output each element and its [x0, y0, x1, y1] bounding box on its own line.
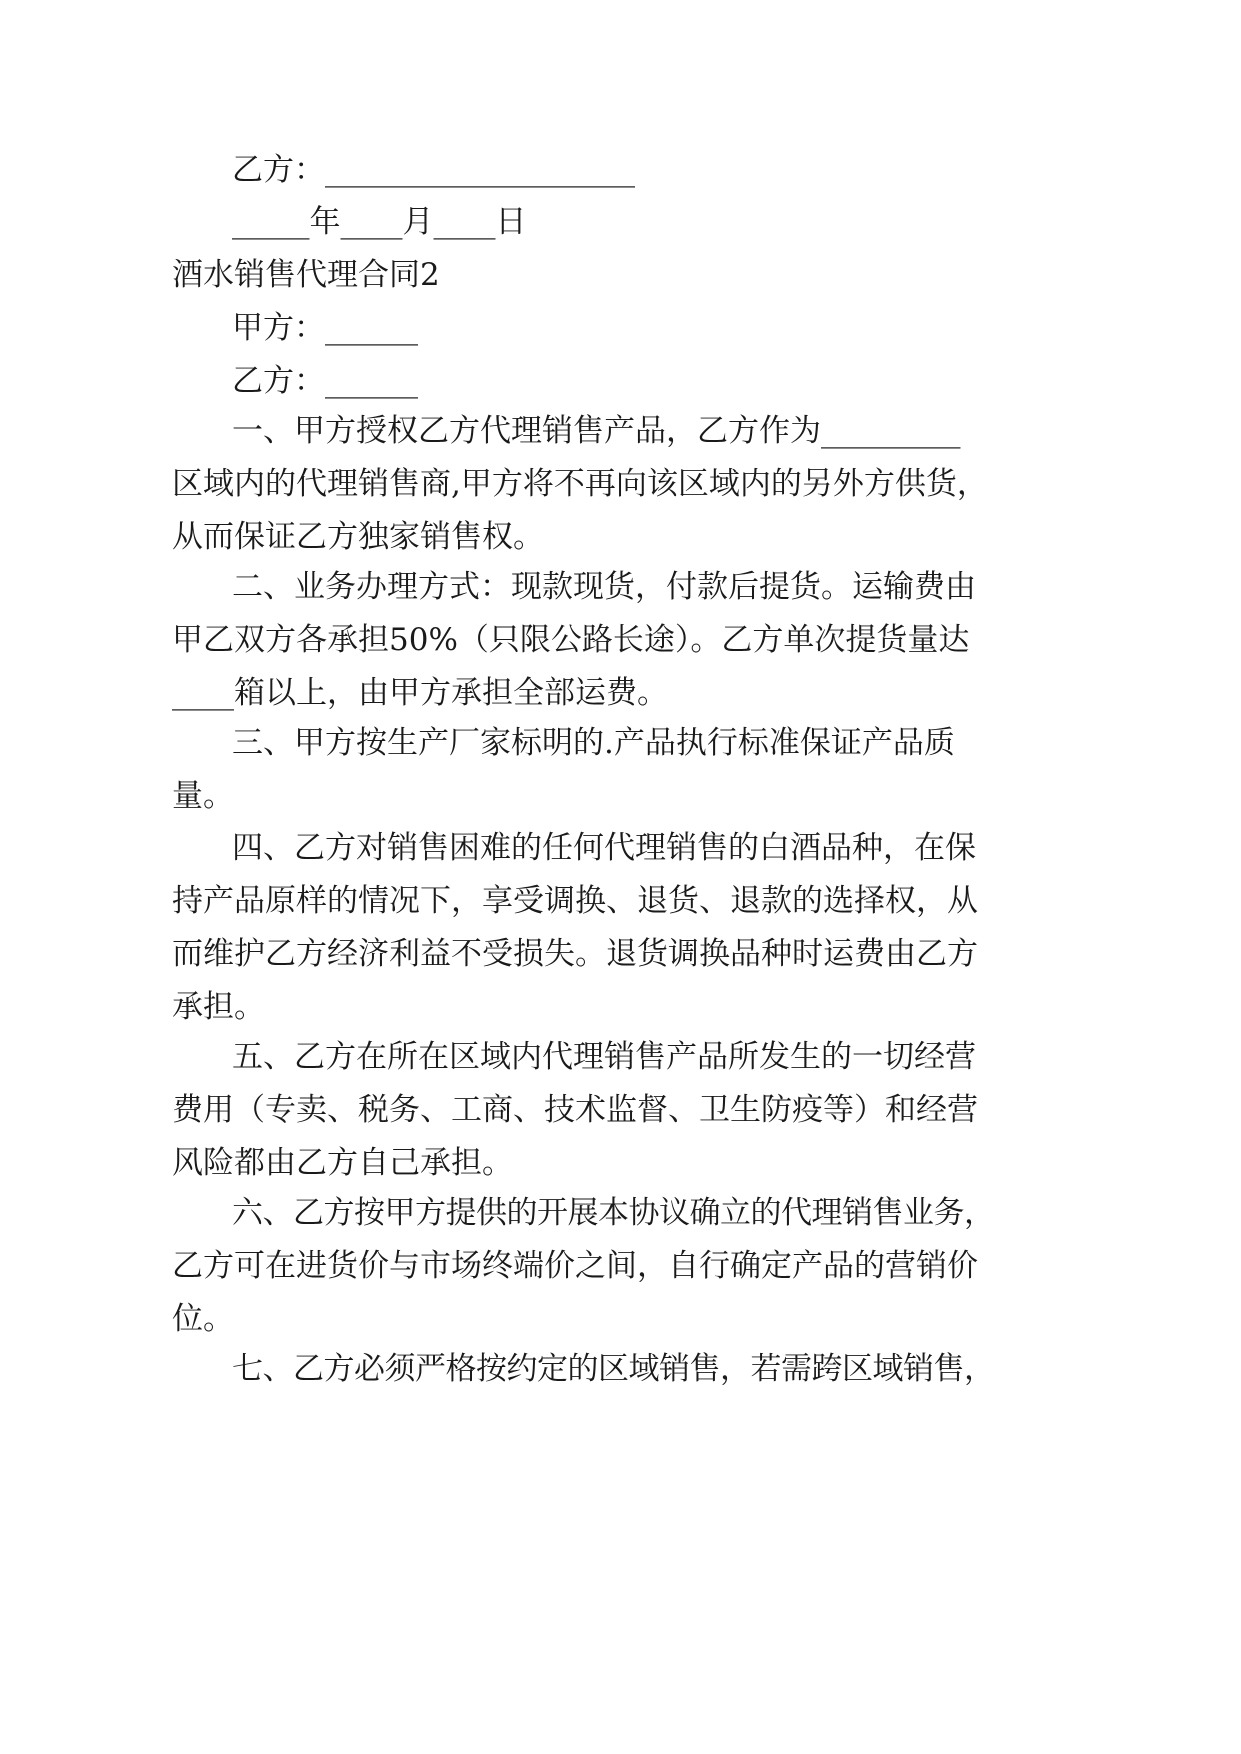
clause-4-line-1: 四、乙方对销售困难的任何代理销售的白酒品种，在保 [232, 830, 976, 866]
clause-5-line-2: 费用（专卖、税务、工商、技术监督、卫生防疫等）和经营 [172, 1092, 978, 1128]
party-b-signature-line: 乙方：____________________ [232, 152, 635, 188]
clause-4-line-4: 承担。 [172, 989, 265, 1025]
clause-5-line-3: 风险都由乙方自己承担。 [172, 1145, 513, 1181]
clause-4-line-3: 而维护乙方经济利益不受损失。退货调换品种时运费由乙方 [172, 936, 978, 972]
clause-1-line-2: 区域内的代理销售商,甲方将不再向该区域内的另外方供货， [172, 466, 988, 502]
clause-1-line-3: 从而保证乙方独家销售权。 [172, 519, 544, 555]
signature-date-line: _____年____月____日 [232, 204, 527, 240]
clause-2-line-1: 二、业务办理方式：现款现货，付款后提货。运输费由 [232, 569, 976, 605]
clause-6-line-3: 位。 [172, 1301, 234, 1337]
clause-6-line-2: 乙方可在进货价与市场终端价之间，自行确定产品的营销价 [172, 1248, 978, 1284]
party-b-field: 乙方：______ [232, 363, 418, 399]
clause-1-line-1: 一、甲方授权乙方代理销售产品，乙方作为_________ [232, 413, 961, 449]
clause-2-line-3: ____箱以上，由甲方承担全部运费。 [172, 675, 668, 711]
clause-4-line-2: 持产品原样的情况下，享受调换、退货、退款的选择权，从 [172, 883, 978, 919]
clause-5-line-1: 五、乙方在所在区域内代理销售产品所发生的一切经营 [232, 1039, 976, 1075]
clause-6-line-1: 六、乙方按甲方提供的开展本协议确立的代理销售业务， [232, 1195, 995, 1231]
contract-title: 酒水销售代理合同2 [172, 257, 440, 293]
party-a-field: 甲方：______ [232, 310, 418, 346]
clause-2-line-2: 甲乙双方各承担50%（只限公路长途）。乙方单次提货量达 [172, 622, 970, 658]
clause-7-line-1: 七、乙方必须严格按约定的区域销售，若需跨区域销售， [232, 1351, 995, 1387]
clause-3-line-2: 量。 [172, 778, 234, 814]
clause-3-line-1: 三、甲方按生产厂家标明的.产品执行标准保证产品质 [232, 725, 955, 761]
